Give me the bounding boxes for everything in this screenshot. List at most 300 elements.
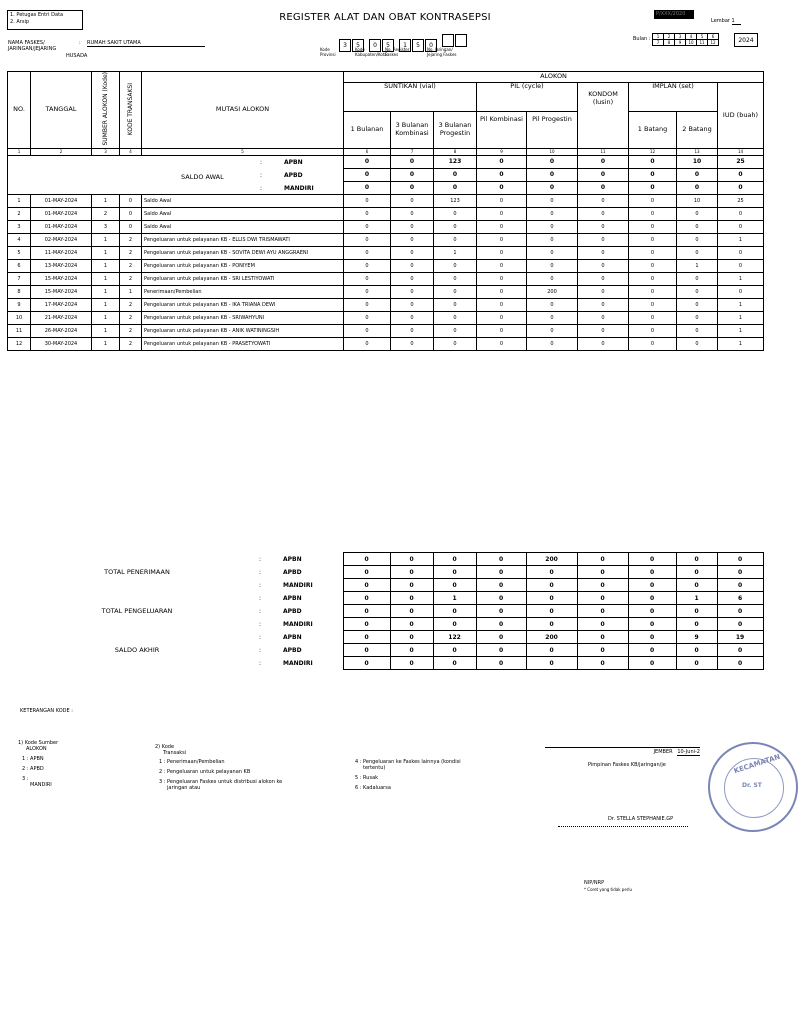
label-kode-provinsi: Kode Provinsi [320, 47, 336, 57]
value-cell: 0 [717, 566, 763, 579]
row-date: 13-MAY-2024 [31, 259, 92, 272]
table-row [8, 246, 764, 259]
value-cell: 0 [344, 337, 391, 350]
kode-transaksi-legend: 2) Kode Transaksi 1 : Penerimaan/Pembelian 2 : Pengeluaran untuk pelayanan KB 3 : Pengeluaran Faskes untuk distribusi alokon ke jaringan atau [155, 744, 283, 791]
value-cell: 0 [718, 259, 764, 272]
register-table [7, 71, 764, 351]
value-cell: 0 [677, 220, 718, 233]
value-cell: 0 [390, 605, 433, 618]
value-cell: 0 [677, 311, 718, 324]
value-cell: 0 [629, 233, 677, 246]
col-implan: IMPLAN (set) [629, 83, 718, 112]
value-cell: 0 [434, 337, 477, 350]
bulan-cell: 9 [675, 40, 686, 46]
value-cell: 0 [718, 168, 764, 181]
value-cell: 1 [718, 324, 764, 337]
keterangan-title: KETERANGAN KODE : [20, 708, 73, 714]
col-no: NO. [8, 72, 31, 149]
value-cell: 0 [477, 181, 527, 194]
value-cell: 0 [717, 605, 763, 618]
col-pil-kombinasi: Pil Kombinasi [477, 111, 527, 148]
value-cell: 0 [578, 155, 629, 168]
value-cell: 0 [577, 566, 628, 579]
row-source: 1 [92, 246, 120, 259]
nip-label: NIP/NRP [584, 880, 605, 886]
table-row [8, 259, 764, 272]
value-cell: 1 [718, 337, 764, 350]
saldo-awal-label-cell [8, 155, 344, 194]
row-no: 2 [8, 207, 31, 220]
value-cell: 0 [527, 220, 578, 233]
col-implan-2: 2 Batang [677, 111, 718, 148]
kode-transaksi-legend-2: 4 : Pengeluaran ke Faskes lainnya (kondisi tertentu) 5 : Rusak 6 : Kadaluarsa [355, 759, 461, 791]
value-cell: 0 [477, 272, 527, 285]
value-cell: 0 [391, 259, 434, 272]
value-cell: 0 [434, 259, 477, 272]
row-description: Pengeluaran untuk pelayanan KB - ANIK WATININGSIH [142, 324, 344, 337]
row-kode: 2 [120, 272, 142, 285]
value-cell: 0 [343, 605, 390, 618]
value-cell: 1 [677, 259, 718, 272]
value-cell: 0 [344, 272, 391, 285]
value-cell: 0 [677, 246, 718, 259]
total-label-cell [7, 592, 343, 631]
source-label: MANDIRI [283, 581, 313, 589]
value-cell: 0 [578, 285, 629, 298]
bulan-cell: 10 [686, 40, 697, 46]
row-description: Pengeluaran untuk pelayanan KB - SRIWAHYUNI [142, 311, 344, 324]
row-no: 5 [8, 246, 31, 259]
source-label: APBN [283, 633, 302, 641]
code-cell: 5 [352, 39, 364, 52]
value-cell: 0 [629, 168, 677, 181]
value-cell: 0 [477, 324, 527, 337]
value-cell: 0 [629, 246, 677, 259]
row-kode: 2 [120, 246, 142, 259]
code-cell: 0 [425, 39, 437, 52]
value-cell: 0 [391, 298, 434, 311]
row-date: 01-MAY-2024 [31, 194, 92, 207]
value-cell: 0 [578, 246, 629, 259]
value-cell: 0 [628, 592, 676, 605]
value-cell: 0 [477, 311, 527, 324]
value-cell: 0 [391, 207, 434, 220]
value-cell: 0 [434, 220, 477, 233]
value-cell: 0 [344, 220, 391, 233]
table-row [8, 298, 764, 311]
value-cell: 0 [477, 220, 527, 233]
value-cell: 0 [344, 194, 391, 207]
value-cell: 0 [677, 168, 718, 181]
value-cell: 0 [476, 618, 526, 631]
value-cell: 0 [476, 592, 526, 605]
col-pil: PIL (cycle) [477, 83, 578, 112]
col-pil-progestin: Pil Progestin [527, 111, 578, 148]
value-cell: 0 [391, 233, 434, 246]
value-cell: 0 [526, 618, 577, 631]
value-cell: 0 [527, 272, 578, 285]
value-cell: 0 [527, 207, 578, 220]
source-label: MANDIRI [283, 659, 313, 667]
code-cell: 0 [369, 39, 381, 52]
column-number: 9 [477, 148, 527, 155]
value-cell: 0 [344, 311, 391, 324]
row-description: Saldo Awal [142, 207, 344, 220]
colon: : [259, 555, 262, 563]
value-cell: 0 [343, 657, 390, 670]
source-label: MANDIRI [284, 184, 314, 192]
faskes-label-2: JARINGAN/JEJARING [8, 46, 57, 52]
row-description: Pengeluaran untuk pelayanan KB - SOVITA DEWI AYU ANGGRAENI [142, 246, 344, 259]
row-source: 3 [92, 220, 120, 233]
table-row [8, 233, 764, 246]
value-cell: 0 [391, 168, 434, 181]
value-cell: 0 [390, 618, 433, 631]
totals-table [7, 552, 764, 670]
value-cell: 0 [577, 657, 628, 670]
value-cell: 0 [578, 324, 629, 337]
value-cell: 0 [343, 566, 390, 579]
value-cell: 10 [677, 194, 718, 207]
row-no: 7 [8, 272, 31, 285]
value-cell: 0 [629, 155, 677, 168]
value-cell: 0 [434, 207, 477, 220]
row-date: 15-MAY-2024 [31, 272, 92, 285]
value-cell: 0 [433, 605, 476, 618]
value-cell: 0 [718, 220, 764, 233]
source-label: MANDIRI [283, 620, 313, 628]
value-cell: 0 [629, 181, 677, 194]
row-source: 1 [92, 233, 120, 246]
value-cell: 0 [433, 618, 476, 631]
col-mutasi: MUTASI ALOKON [142, 72, 344, 149]
column-number: 3 [92, 148, 120, 155]
row-description: Saldo Awal [142, 194, 344, 207]
value-cell: 0 [577, 605, 628, 618]
signature-place-date: JEMBER 10-Juni-2 [545, 747, 700, 755]
column-number: 13 [677, 148, 718, 155]
value-cell: 0 [344, 168, 391, 181]
value-cell: 0 [477, 168, 527, 181]
colon: : [259, 620, 262, 628]
value-cell: 0 [577, 644, 628, 657]
value-cell: 0 [628, 605, 676, 618]
value-cell: 0 [578, 194, 629, 207]
bulan-cell: 4 [686, 34, 697, 40]
column-number: 4 [120, 148, 142, 155]
row-kode: 0 [120, 220, 142, 233]
value-cell: 0 [477, 298, 527, 311]
lembar-label: Lembar [711, 18, 730, 24]
row-kode: 2 [120, 337, 142, 350]
col-suntikan-3bp: 3 Bulanan Progestin [434, 111, 477, 148]
row-description: Pengeluaran untuk pelayanan KB - SRI LESTIYOWATI [142, 272, 344, 285]
value-cell: 0 [676, 618, 717, 631]
redacted-box: P/XXX/2020 [654, 10, 694, 19]
value-cell: 0 [434, 168, 477, 181]
value-cell: 0 [433, 553, 476, 566]
value-cell: 19 [717, 631, 763, 644]
value-cell: 1 [433, 592, 476, 605]
value-cell: 9 [676, 631, 717, 644]
value-cell: 0 [578, 259, 629, 272]
value-cell: 0 [343, 644, 390, 657]
value-cell: 0 [629, 337, 677, 350]
value-cell: 0 [476, 579, 526, 592]
column-number: 2 [31, 148, 92, 155]
value-cell: 0 [526, 566, 577, 579]
value-cell: 0 [527, 298, 578, 311]
row-description: Pengeluaran untuk pelayanan KB - PONIYEM [142, 259, 344, 272]
value-cell: 0 [629, 220, 677, 233]
col-suntikan: SUNTIKAN (vial) [344, 83, 477, 112]
column-number: 14 [718, 148, 764, 155]
value-cell: 0 [391, 181, 434, 194]
value-cell: 0 [344, 324, 391, 337]
code-cell: 5 [412, 39, 424, 52]
row-kode: 2 [120, 233, 142, 246]
value-cell: 0 [391, 155, 434, 168]
value-cell: 0 [391, 337, 434, 350]
column-number: 8 [434, 148, 477, 155]
value-cell: 0 [477, 285, 527, 298]
col-kondom: KONDOM (lusin) [578, 83, 629, 149]
row-kode: 0 [120, 207, 142, 220]
lembar-field [711, 18, 741, 24]
col-suntikan-1b: 1 Bulanan [344, 111, 391, 148]
row-description: Penerimaan/Pembelian [142, 285, 344, 298]
value-cell: 0 [577, 592, 628, 605]
table-row [8, 337, 764, 350]
value-cell: 0 [578, 220, 629, 233]
row-date: 11-MAY-2024 [31, 246, 92, 259]
table-row [8, 311, 764, 324]
value-cell: 0 [628, 657, 676, 670]
value-cell: 0 [476, 566, 526, 579]
value-cell: 0 [629, 324, 677, 337]
row-source: 1 [92, 272, 120, 285]
signature-line [558, 826, 688, 827]
value-cell: 0 [629, 207, 677, 220]
value-cell: 0 [476, 657, 526, 670]
table-row [8, 324, 764, 337]
row-no: 11 [8, 324, 31, 337]
bulan-cell: 2 [664, 34, 675, 40]
value-cell: 0 [578, 311, 629, 324]
value-cell: 0 [717, 644, 763, 657]
bulan-cell: 1 [653, 34, 664, 40]
colon: : [259, 607, 262, 615]
row-date: 26-MAY-2024 [31, 324, 92, 337]
row-date: 01-MAY-2024 [31, 207, 92, 220]
col-iud: IUD (buah) [718, 83, 764, 149]
value-cell: 0 [344, 155, 391, 168]
faskes-label: NAMA FASKES/ [8, 40, 45, 46]
legend-line-2: 2. Arsip [10, 19, 30, 25]
copy-legend [7, 10, 83, 30]
value-cell: 0 [629, 194, 677, 207]
value-cell: 0 [628, 553, 676, 566]
value-cell: 0 [476, 631, 526, 644]
value-cell: 123 [434, 194, 477, 207]
row-date: 15-MAY-2024 [31, 285, 92, 298]
pimpinan-label: Pimpinan Faskes KB/jaringan/je [588, 762, 666, 768]
column-number: 11 [578, 148, 629, 155]
total-label: TOTAL PENERIMAAN [104, 567, 170, 576]
row-source: 1 [92, 324, 120, 337]
value-cell: 200 [526, 553, 577, 566]
year-box: 2024 [734, 33, 758, 47]
value-cell: 0 [343, 592, 390, 605]
row-source: 1 [92, 298, 120, 311]
value-cell: 0 [527, 337, 578, 350]
bulan-cell: 5 [697, 34, 708, 40]
value-cell: 0 [477, 155, 527, 168]
value-cell: 122 [433, 631, 476, 644]
coret-note: * Coret yang tidak perlu [584, 887, 633, 892]
row-no: 8 [8, 285, 31, 298]
source-label: APBD [284, 171, 303, 179]
code-cell: 5 [382, 39, 394, 52]
value-cell: 10 [677, 155, 718, 168]
value-cell: 0 [344, 246, 391, 259]
page-title: REGISTER ALAT DAN OBAT KONTRASEPSI [279, 12, 491, 23]
value-cell: 0 [717, 553, 763, 566]
col-kode: KODE TRANSAKSI [120, 72, 142, 149]
value-cell: 0 [433, 644, 476, 657]
value-cell: 0 [343, 579, 390, 592]
colon: : [260, 158, 263, 166]
bulan-cell: 11 [697, 40, 708, 46]
value-cell: 123 [434, 155, 477, 168]
lembar-value: 1 [732, 18, 741, 25]
value-cell: 0 [477, 259, 527, 272]
column-number: 6 [344, 148, 391, 155]
bulan-cell: 3 [675, 34, 686, 40]
table-row [8, 272, 764, 285]
value-cell: 0 [527, 233, 578, 246]
row-source: 1 [92, 259, 120, 272]
value-cell: 0 [526, 579, 577, 592]
value-cell: 0 [717, 618, 763, 631]
column-number: 1 [8, 148, 31, 155]
value-cell: 0 [676, 553, 717, 566]
colon: : [259, 646, 262, 654]
value-cell: 0 [526, 592, 577, 605]
value-cell: 0 [577, 618, 628, 631]
row-kode: 1 [120, 285, 142, 298]
value-cell: 0 [628, 631, 676, 644]
value-cell: 0 [390, 657, 433, 670]
value-cell: 0 [577, 631, 628, 644]
value-cell: 0 [578, 337, 629, 350]
total-label-cell [7, 553, 343, 592]
row-no: 9 [8, 298, 31, 311]
row-source: 1 [92, 337, 120, 350]
value-cell: 1 [718, 298, 764, 311]
colon: : [259, 633, 262, 641]
value-cell: 6 [717, 592, 763, 605]
row-date: 17-MAY-2024 [31, 298, 92, 311]
value-cell: 0 [527, 311, 578, 324]
row-date: 02-MAY-2024 [31, 233, 92, 246]
value-cell: 0 [434, 324, 477, 337]
value-cell: 0 [676, 579, 717, 592]
value-cell: 0 [717, 657, 763, 670]
saldo-awal-label: SALDO AWAL [181, 172, 224, 181]
code-cell: 1 [399, 39, 411, 52]
value-cell: 0 [344, 181, 391, 194]
row-source: 2 [92, 207, 120, 220]
value-cell: 0 [477, 246, 527, 259]
row-kode: 2 [120, 259, 142, 272]
value-cell: 0 [391, 285, 434, 298]
value-cell: 0 [527, 259, 578, 272]
value-cell: 0 [477, 233, 527, 246]
total-label: SALDO AKHIR [114, 645, 160, 654]
table-row [8, 194, 764, 207]
value-cell: 0 [717, 579, 763, 592]
value-cell: 0 [718, 246, 764, 259]
colon: : [259, 581, 262, 589]
table-row [8, 207, 764, 220]
column-number: 12 [629, 148, 677, 155]
source-label: APBN [284, 158, 303, 166]
value-cell: 0 [344, 207, 391, 220]
row-description: Pengeluaran untuk pelayanan KB - PRASETYOWATI [142, 337, 344, 350]
value-cell: 0 [391, 194, 434, 207]
code-cell [455, 34, 467, 47]
value-cell: 0 [476, 644, 526, 657]
value-cell: 0 [578, 168, 629, 181]
value-cell: 0 [433, 657, 476, 670]
value-cell: 0 [434, 181, 477, 194]
total-label-cell [7, 631, 343, 670]
colon: : [260, 184, 263, 192]
value-cell: 0 [390, 592, 433, 605]
value-cell: 0 [344, 298, 391, 311]
value-cell: 0 [390, 579, 433, 592]
value-cell: 0 [677, 207, 718, 220]
value-cell: 1 [434, 246, 477, 259]
value-cell: 0 [390, 631, 433, 644]
bulan-cell: 6 [708, 34, 719, 40]
source-label: APBN [283, 555, 302, 563]
table-row [8, 220, 764, 233]
value-cell: 0 [390, 553, 433, 566]
value-cell: 0 [577, 579, 628, 592]
value-cell: 0 [433, 566, 476, 579]
col-implan-1: 1 Batang [629, 111, 677, 148]
row-description: Pengeluaran untuk pelayanan KB - IKA TRIANA DEWI [142, 298, 344, 311]
value-cell: 0 [677, 285, 718, 298]
value-cell: 0 [434, 311, 477, 324]
value-cell: 0 [676, 657, 717, 670]
value-cell: 0 [718, 181, 764, 194]
legend-line-1: 1. Petugas Entri Data [10, 12, 64, 18]
value-cell: 0 [628, 618, 676, 631]
column-number: 10 [527, 148, 578, 155]
value-cell: 0 [434, 233, 477, 246]
value-cell: 0 [390, 566, 433, 579]
row-no: 1 [8, 194, 31, 207]
label-no-register: No. Register Faskes [385, 47, 410, 57]
row-kode: 2 [120, 298, 142, 311]
faskes-name-2: HUSADA [66, 53, 88, 59]
code-cell: 3 [339, 39, 351, 52]
value-cell: 0 [477, 337, 527, 350]
value-cell: 25 [718, 194, 764, 207]
